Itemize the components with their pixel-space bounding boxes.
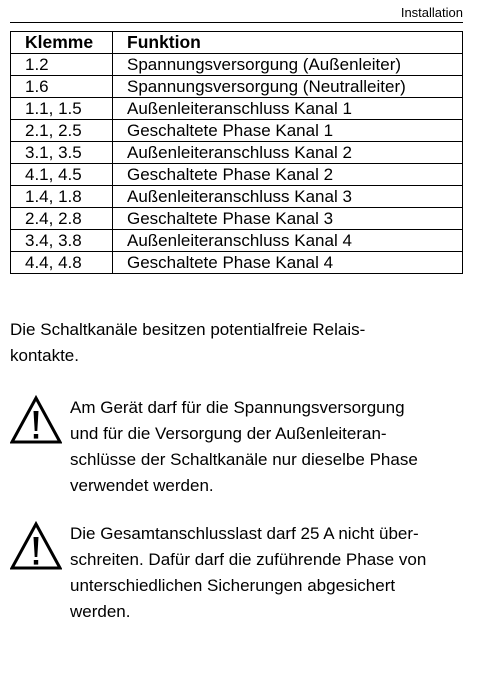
- table-row: [11, 98, 463, 120]
- cell-klemme: 1.1, 1.5: [11, 98, 113, 120]
- relay-paragraph: [10, 317, 450, 369]
- warning-line: Am Gerät darf für die Spannungsversorgung: [70, 398, 405, 417]
- table-row: [11, 230, 463, 252]
- warning-line: und für die Versorgung der Außenleiteran-: [70, 424, 387, 443]
- cell-funktion: Spannungsversorgung (Außenleiter): [113, 54, 463, 76]
- warning-line: schlüsse der Schaltkanäle nur dieselbe Phase: [70, 450, 418, 469]
- table-header-row: [11, 32, 463, 54]
- warning-same-phase: [10, 395, 470, 499]
- table-row: [11, 54, 463, 76]
- table-row: [11, 186, 463, 208]
- cell-funktion: Geschaltete Phase Kanal 3: [113, 208, 463, 230]
- cell-funktion: Geschaltete Phase Kanal 4: [113, 252, 463, 274]
- cell-funktion: Außenleiteranschluss Kanal 3: [113, 186, 463, 208]
- column-header-funktion: Funktion: [113, 32, 463, 54]
- warning-total-load: [10, 521, 470, 625]
- section-label: Installation: [400, 5, 463, 20]
- cell-klemme: 2.1, 2.5: [11, 120, 113, 142]
- table-row: [11, 208, 463, 230]
- cell-funktion: Außenleiteranschluss Kanal 2: [113, 142, 463, 164]
- cell-klemme: 1.2: [11, 54, 113, 76]
- warning-text: [70, 395, 470, 499]
- warning-line: werden.: [70, 602, 131, 621]
- warning-line: verwendet werden.: [70, 476, 214, 495]
- table-row: [11, 252, 463, 274]
- cell-funktion: Außenleiteranschluss Kanal 4: [113, 230, 463, 252]
- paragraph-line: Die Schaltkanäle besitzen potentialfreie Relais-: [10, 320, 366, 339]
- cell-funktion: Geschaltete Phase Kanal 2: [113, 164, 463, 186]
- warning-triangle-icon: [10, 521, 62, 571]
- warning-text: [70, 521, 470, 625]
- cell-funktion: Geschaltete Phase Kanal 1: [113, 120, 463, 142]
- warning-line: Die Gesamtanschlusslast darf 25 A nicht über-: [70, 524, 419, 543]
- cell-klemme: 3.4, 3.8: [11, 230, 113, 252]
- cell-funktion: Spannungsversorgung (Neutralleiter): [113, 76, 463, 98]
- cell-klemme: 4.4, 4.8: [11, 252, 113, 274]
- cell-klemme: 4.1, 4.5: [11, 164, 113, 186]
- terminal-table: [10, 31, 463, 274]
- paragraph-line: kontakte.: [10, 346, 79, 365]
- warning-triangle-icon: [10, 395, 62, 445]
- table-row: [11, 142, 463, 164]
- table-row: [11, 120, 463, 142]
- column-header-klemme: Klemme: [11, 32, 113, 54]
- warning-line: schreiten. Dafür darf die zuführende Phase von: [70, 550, 427, 569]
- cell-klemme: 2.4, 2.8: [11, 208, 113, 230]
- cell-klemme: 1.6: [11, 76, 113, 98]
- header-rule: [10, 22, 463, 23]
- table-row: [11, 76, 463, 98]
- table-row: [11, 164, 463, 186]
- cell-funktion: Außenleiteranschluss Kanal 1: [113, 98, 463, 120]
- cell-klemme: 3.1, 3.5: [11, 142, 113, 164]
- warning-line: unterschiedlichen Sicherungen abgesichert: [70, 576, 396, 595]
- cell-klemme: 1.4, 1.8: [11, 186, 113, 208]
